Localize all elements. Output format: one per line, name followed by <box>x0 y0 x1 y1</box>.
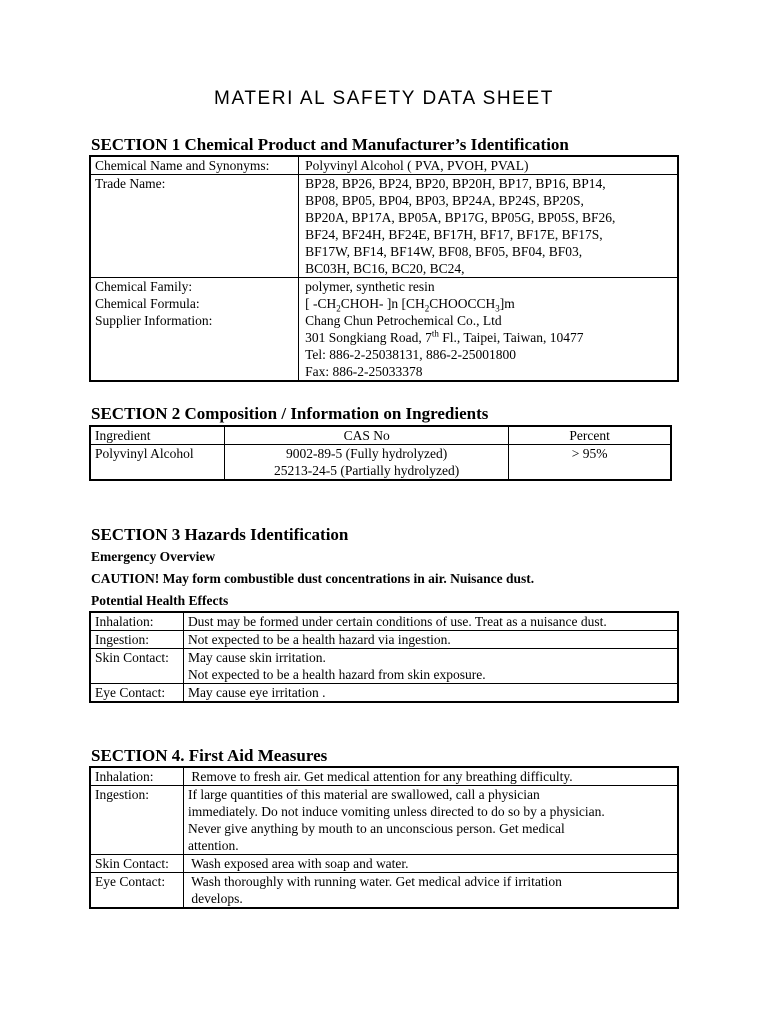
ingestion-label: Ingestion: <box>90 631 183 649</box>
supplier-fax: Fax: 886-2-25033378 <box>305 364 423 379</box>
health-effects-heading: Potential Health Effects <box>91 593 229 608</box>
skin-contact-value: Wash exposed area with soap and water. <box>183 855 678 873</box>
trade-name-line: BC03H, BC16, BC20, BC24, <box>305 261 465 276</box>
trade-name-label: Trade Name: <box>90 175 299 278</box>
eye-contact-label: Eye Contact: <box>90 873 183 909</box>
emergency-overview-heading: Emergency Overview <box>91 549 216 564</box>
table-header-row <box>90 426 671 445</box>
section4-table <box>89 766 679 909</box>
supplier-value <box>299 312 678 381</box>
section1-heading: SECTION 1 Chemical Product and Manufacturer’s Identification <box>91 135 569 154</box>
ingestion-value: If large quantities of this material are swallowed, call a physician immediately. Do not induce vomiting unless directed to do so by a physician. Never give anything by mouth to an unconscious person. Get medical attention. <box>183 786 678 855</box>
chemical-name-value: Polyvinyl Alcohol ( PVA, PVOH, PVAL) <box>299 156 678 175</box>
section4-heading: SECTION 4. First Aid Measures <box>91 746 328 765</box>
cas-numbers <box>224 445 508 481</box>
section3-table <box>89 611 679 703</box>
table-row <box>90 631 678 649</box>
column-header-cas: CAS No <box>224 426 508 445</box>
supplier-label: Supplier Information: <box>90 312 299 381</box>
column-header-ingredient: Ingredient <box>90 426 224 445</box>
trade-name-line: BP20A, BP17A, BP05A, BP17G, BP05G, BP05S, BF26, <box>305 210 616 225</box>
chemical-formula-label: Chemical Formula: <box>90 295 299 312</box>
chemical-family-value: polymer, synthetic resin <box>305 279 435 294</box>
trade-name-line: BP28, BP26, BP24, BP20, BP20H, BP17, BP16, BP14, <box>305 176 606 191</box>
ingestion-value: Not expected to be a health hazard via ingestion. <box>183 631 678 649</box>
percent-value: > 95% <box>509 445 671 481</box>
table-row <box>90 175 678 278</box>
eye-contact-label: Eye Contact: <box>90 684 183 703</box>
cas-line: 25213-24-5 (Partially hydrolyzed) <box>274 463 460 478</box>
section2-table <box>89 425 672 481</box>
section2-heading: SECTION 2 Composition / Information on Ingredients <box>91 404 489 423</box>
chemical-family-label: Chemical Family: <box>90 278 299 296</box>
inhalation-label: Inhalation: <box>90 767 183 786</box>
trade-name-line: BP08, BP05, BP04, BP03, BP24A, BP24S, BP20S, <box>305 193 584 208</box>
skin-contact-value: May cause skin irritation. Not expected to be a health hazard from skin exposure. <box>183 649 678 684</box>
trade-name-line: BF24, BF24H, BF24E, BF17H, BF17, BF17E, BF17S, <box>305 227 603 242</box>
eye-contact-value: May cause eye irritation . <box>183 684 678 703</box>
table-row <box>90 612 678 631</box>
table-row <box>90 156 678 175</box>
document-title: MATERI AL SAFETY DATA SHEET <box>214 88 554 109</box>
table-row <box>90 278 678 296</box>
trade-name-line: BF17W, BF14, BF14W, BF08, BF05, BF04, BF03, <box>305 244 583 259</box>
cas-line: 9002-89-5 (Fully hydrolyzed) <box>286 446 448 461</box>
table-row <box>90 767 678 786</box>
table-row <box>90 295 678 312</box>
inhalation-label: Inhalation: <box>90 612 183 631</box>
table-row <box>90 445 671 481</box>
table-row <box>90 873 678 909</box>
chemical-formula-value: [ $-CH_2CHOH-$ ]n $[CH_2CHOOCCH_3]m$ <box>305 296 515 314</box>
table-row <box>90 684 678 703</box>
ingredient-name: Polyvinyl Alcohol <box>90 445 224 481</box>
table-row <box>90 312 678 381</box>
eye-contact-value: Wash thoroughly with running water. Get medical advice if irritation develops. <box>183 873 678 909</box>
trade-name-value <box>299 175 678 278</box>
skin-contact-label: Skin Contact: <box>90 855 183 873</box>
chemical-name-label: Chemical Name and Synonyms: <box>90 156 299 175</box>
table-row <box>90 649 678 684</box>
supplier-company: Chang Chun Petrochemical Co., Ltd <box>305 313 502 328</box>
inhalation-value: Remove to fresh air. Get medical attention for any breathing difficulty. <box>183 767 678 786</box>
ingestion-label: Ingestion: <box>90 786 183 855</box>
supplier-tel: Tel: 886-2-25038131, 886-2-25001800 <box>305 347 517 362</box>
column-header-percent: Percent <box>509 426 671 445</box>
table-row <box>90 855 678 873</box>
section3-heading: SECTION 3 Hazards Identification <box>91 525 349 544</box>
table-row <box>90 786 678 855</box>
caution-text: CAUTION! May form combustible dust concentrations in air. Nuisance dust. <box>91 571 535 586</box>
inhalation-value: Dust may be formed under certain conditions of use. Treat as a nuisance dust. <box>183 612 678 631</box>
skin-contact-label: Skin Contact: <box>90 649 183 684</box>
section1-table <box>89 155 679 382</box>
supplier-address: 301 Songkiang Road, 7th Fl., Taipei, Taiwan, 10477 <box>305 328 584 345</box>
